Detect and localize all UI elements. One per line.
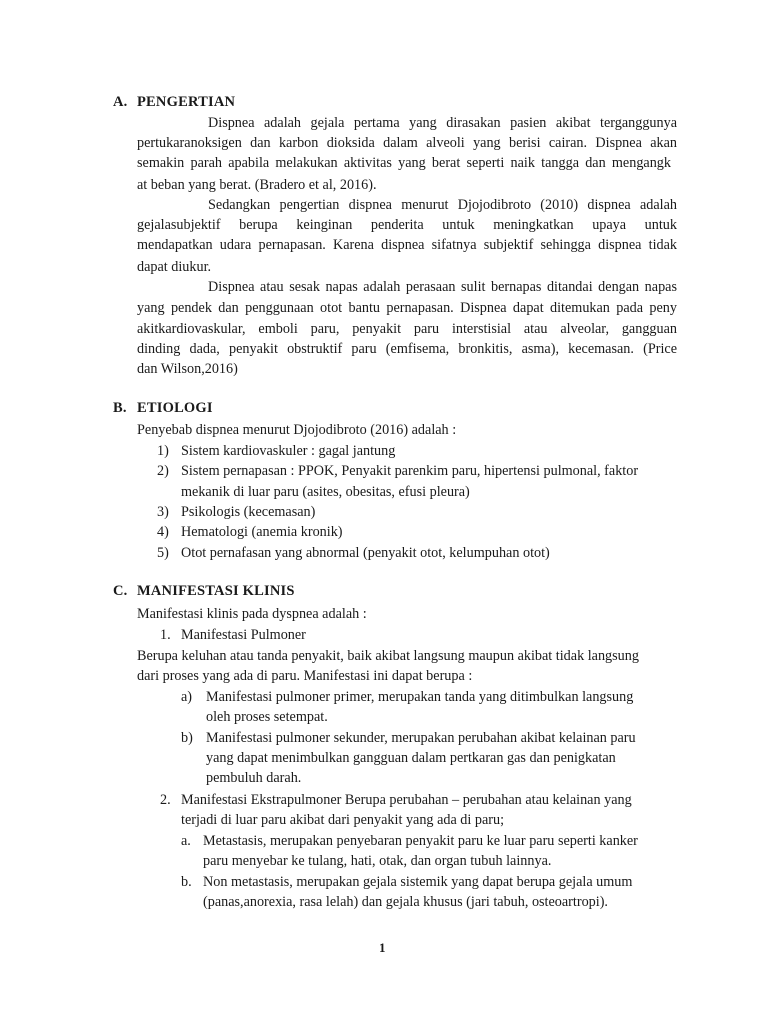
sub-list-letter: a.: [181, 833, 191, 849]
paragraph-line: Dispnea atau sesak napas adalah perasaan sulit bernapas ditandai dengan napas: [208, 279, 677, 295]
sub-list-item: oleh proses setempat.: [206, 709, 328, 725]
paragraph-line: dapat diukur.: [137, 259, 212, 275]
list-item: Sistem kardiovaskuler : gagal jantung: [181, 443, 396, 459]
list-item: Psikologis (kecemasan): [181, 504, 316, 520]
paragraph-line: akitkardiovaskular, emboli paru, penyakit paru interstisial atau alveolar, gangguan: [137, 321, 677, 337]
paragraph-line: dinding dada, penyakit obstruktif paru (emfisema, bronkitis, asma), kecemasan. (Price: [137, 341, 677, 357]
section-b-label: B.: [113, 400, 127, 416]
paragraph-line: Berupa keluhan atau tanda penyakit, baik akibat langsung maupun akibat tidak langsung: [137, 648, 639, 664]
list-item: terjadi di luar paru akibat dari penyakit yang ada di paru;: [181, 812, 505, 828]
section-c-intro: Manifestasi klinis pada dyspnea adalah :: [137, 606, 367, 622]
paragraph-line: Sedangkan pengertian dispnea menurut Djojodibroto (2010) dispnea adalah: [208, 197, 677, 213]
section-a-title: PENGERTIAN: [137, 94, 236, 110]
sub-list-letter: b.: [181, 874, 192, 890]
paragraph-line: dan Wilson,2016): [137, 361, 238, 377]
paragraph-line: Dispnea adalah gejala pertama yang dirasakan pasien akibat terganggunya: [208, 115, 677, 131]
sub-list-letter: b): [181, 730, 193, 746]
page-number: 1: [379, 940, 386, 955]
list-number: 4): [157, 524, 169, 540]
list-number: 5): [157, 545, 169, 561]
sub-list-item: pembuluh darah.: [206, 770, 302, 786]
list-item: mekanik di luar paru (asites, obesitas, efusi pleura): [181, 484, 470, 500]
section-c-title: MANIFESTASI KLINIS: [137, 583, 295, 599]
list-item: Sistem pernapasan : PPOK, Penyakit parenkim paru, hipertensi pulmonal, faktor: [181, 463, 639, 479]
list-number: 3): [157, 504, 169, 520]
paragraph-line: mendapatkan udara pernapasan. Karena dispnea sifatnya subjektif sehingga dispnea tidak: [137, 237, 677, 253]
section-b-intro: Penyebab dispnea menurut Djojodibroto (2016) adalah :: [137, 422, 457, 438]
list-number: 1): [157, 443, 169, 459]
section-b-title: ETIOLOGI: [137, 400, 213, 416]
section-a-heading: [113, 94, 235, 111]
sub-list-item: Manifestasi pulmoner primer, merupakan tanda yang ditimbulkan langsung: [206, 689, 634, 705]
paragraph-line: gejalasubjektif berupa keinginan penderita untuk meningkatkan upaya untuk: [137, 217, 677, 233]
section-c-heading: [113, 583, 295, 600]
list-item: Otot pernafasan yang abnormal (penyakit otot, kelumpuhan otot): [181, 545, 550, 561]
list-number: 2): [157, 463, 169, 479]
paragraph-line: yang pendek dan penggunaan otot bantu pernapasan. Dispnea dapat ditemukan pada peny: [137, 300, 677, 316]
sub-list-item: paru menyebar ke tulang, hati, otak, dan organ tubuh lainnya.: [203, 853, 552, 869]
section-c-label: C.: [113, 583, 128, 599]
sub-list-item: (panas,anorexia, rasa lelah) dan gejala khusus (jari tabuh, osteoartropi).: [203, 894, 608, 910]
sub-list-item: Non metastasis, merupakan gejala sistemik yang dapat berupa gejala umum: [203, 874, 633, 890]
list-number: 1.: [160, 627, 171, 643]
list-item: Manifestasi Ekstrapulmoner Berupa perubahan – perubahan atau kelainan yang: [181, 792, 632, 808]
paragraph-line: at beban yang berat. (Bradero et al, 2016).: [137, 177, 377, 193]
sub-list-item: yang dapat menimbulkan gangguan dalam pertkaran gas dan penigkatan: [206, 750, 616, 766]
section-a-label: A.: [113, 94, 128, 110]
sub-list-item: Manifestasi pulmoner sekunder, merupakan perubahan akibat kelainan paru: [206, 730, 636, 746]
list-item: Hematologi (anemia kronik): [181, 524, 343, 540]
list-number: 2.: [160, 792, 171, 808]
section-b-heading: [113, 400, 213, 417]
sub-list-letter: a): [181, 689, 193, 705]
list-item: Manifestasi Pulmoner: [181, 627, 306, 643]
paragraph-line: semakin parah apabila melakukan aktivitas yang berat seperti naik tangga dan mengangk: [137, 155, 671, 171]
paragraph-line: pertukaranoksigen dan karbon dioksida dalam alveoli yang berisi cairan. Dispnea akan: [137, 135, 677, 151]
paragraph-line: dari proses yang ada di paru. Manifestasi ini dapat berupa :: [137, 668, 473, 684]
sub-list-item: Metastasis, merupakan penyebaran penyakit paru ke luar paru seperti kanker: [203, 833, 638, 849]
